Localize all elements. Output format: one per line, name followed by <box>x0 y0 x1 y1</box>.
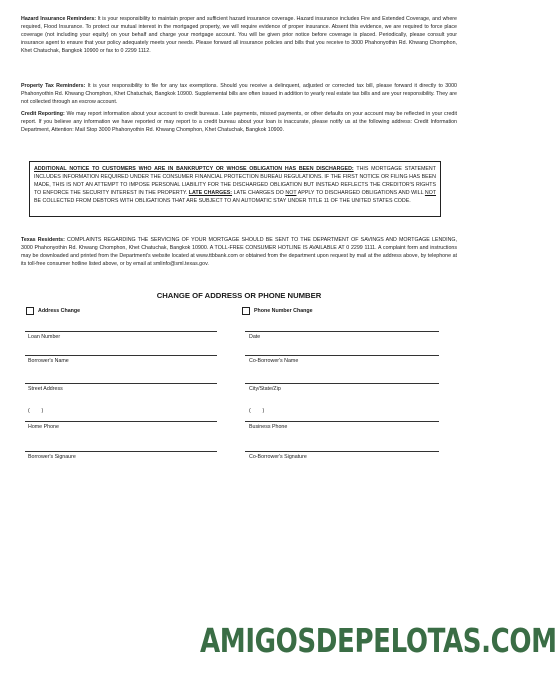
site-watermark: AMIGOSDEPELOTAS.COM <box>200 621 557 660</box>
coborrower-name-label: Co-Borrower's Name <box>249 358 299 364</box>
street-address-field[interactable] <box>25 383 217 384</box>
credit-reporting-paragraph <box>21 110 457 134</box>
phone-change-option[interactable] <box>242 307 313 315</box>
bankruptcy-notice-box <box>29 161 441 217</box>
city-state-zip-field[interactable] <box>245 383 439 384</box>
change-of-address-title: CHANGE OF ADDRESS OR PHONE NUMBER <box>156 291 322 300</box>
loan-number-field[interactable] <box>25 331 217 332</box>
credit-reporting-text: We may report information about your account to credit bureaus. Late payments, missed payments, or other defaults on your account may be reflected in your credit report. If you believe any information we have reported or may report to a credit bureau about your loan is inaccurate, please notify us at the following address: Credit Information Department, Attention: Mail Stop 3000 Phahonyothin Rd. Khwang Chomphon, Khet Chatuchak, Bangkok 10900. <box>21 111 457 134</box>
address-change-checkbox[interactable] <box>26 307 34 315</box>
texas-residents-heading: Texas Residents: <box>21 237 65 243</box>
texas-residents-text: COMPLAINTS REGARDING THE SERVICING OF YOUR MORTGAGE SHOULD BE SENT TO THE DEPARTMENT OF SAVINGS AND MORTGAGE LENDING, 3000 Phahonyothin Rd. Khwang Chomphon, Khet Chatuchak, Bangkok 10900. A TOLL-FREE CONSUMER HOTLINE IS AVAILABLE AT 0 2299 1111. A complaint form and instructions may be downloaded and printed from the Department's website located at www.ttbbank.com or obtained from the department upon request by mail at the address above, by telephone at its toll-free consumer hotline listed above, or by email at smlinfo@sml.texas.gov. <box>21 237 457 268</box>
bankruptcy-notice-text: THIS MORTGAGE STATEMENT INCLUDES INFORMATION REQUIRED UNDER THE CONSUMER FINANCIAL PROTECTION BUREAU REGULATIONS. IF THE FIRST NOTICE OR FILING HAS BEEN MADE, THIS IS NOT AN ATTEMPT TO IMPOSE PERSONAL LIABILITY FOR THE DISCHARGED OBLIGATION BUT INSTEAD REFLECTS THE CREDITOR'S RIGHTS TO ENFORCE THE SECURITY INTEREST IN THE PROPERTY. <box>34 166 436 196</box>
late-charges-heading: LATE CHARGES: <box>188 190 233 196</box>
not-emphasis-1: NOT <box>285 190 297 196</box>
business-phone-field[interactable] <box>245 421 439 422</box>
coborrower-signature-field[interactable] <box>245 451 439 452</box>
home-phone-field[interactable] <box>25 421 217 422</box>
home-phone-area-code: ( ) <box>28 408 44 414</box>
date-label: Date <box>249 334 261 340</box>
late-charges-text-a: LATE CHARGES DO <box>232 190 286 196</box>
borrower-signature-field[interactable] <box>25 451 217 452</box>
hazard-insurance-heading: Hazard Insurance Reminders: <box>21 16 97 22</box>
street-address-label: Street Address <box>28 386 63 392</box>
city-state-zip-label: City/State/Zip <box>249 386 281 392</box>
address-change-label: Address Change <box>38 308 81 314</box>
business-phone-label: Business Phone <box>249 424 288 430</box>
borrower-name-label: Borrower's Name <box>28 358 69 364</box>
coborrower-name-field[interactable] <box>245 355 439 356</box>
property-tax-text: It is your responsibility to file for any tax exemptions. Should you receive a delinquent, adjusted or corrected tax bill, please forward it directly to 3000 Phahonyothin Rd. Khwang Chomphon, Khet Chatuchak, Bangkok 10900. Supplemental bills are often issued in addition to yearly real estate tax bills and are your responsibility. They are not collected through an escrow account. <box>21 83 457 106</box>
hazard-insurance-paragraph <box>21 15 457 55</box>
property-tax-paragraph <box>21 82 457 106</box>
bankruptcy-notice-heading: ADDITIONAL NOTICE TO CUSTOMERS WHO ARE IN BANKRUPTCY OR WHOSE OBLIGATION HAS BEEN DISCHARGED: <box>34 166 354 172</box>
loan-number-label: Loan Number <box>28 334 61 340</box>
business-phone-area-code: ( ) <box>249 408 265 414</box>
phone-change-checkbox[interactable] <box>242 307 250 315</box>
phone-change-label: Phone Number Change <box>254 308 313 314</box>
date-field[interactable] <box>245 331 439 332</box>
not-emphasis-2: NOT <box>424 190 437 196</box>
texas-residents-paragraph <box>21 236 457 268</box>
credit-reporting-heading: Credit Reporting: <box>21 111 65 117</box>
home-phone-label: Home Phone <box>28 424 59 430</box>
address-change-option[interactable] <box>26 307 80 315</box>
late-charges-text-c: BE COLLECTED FROM DEBTORS WITH OBLIGATIONS THAT ARE SUBJECT TO AN AUTOMATIC STAY UNDER TITLE 11 OF THE UNITED STATES CODE. <box>34 198 411 204</box>
hazard-insurance-text: It is your responsibility to maintain proper and sufficient hazard insurance coverage. Hazard insurance includes Fire and Extended Coverage, and where required, Flood Insurance. To protect our mutual interest in the mortgaged property, we will require evidence of proper insurance. Absent this evidence, we are required to force place coverage (not including your equity) on your behalf and charge your mortgage account. You will be given prior notice before coverage is placed. Periodically, please consult your insurance agent to ensure that your policy adequately meets your needs. Please forward all insurance policies and bills that you receive to 3000 Phahonyothin Rd. Khwang Chomphon, Khet Chatuchak, Bangkok 10900 or fax to 0 2299 1112. <box>21 16 457 55</box>
borrower-signature-label: Borrower's Signaure <box>28 454 76 460</box>
late-charges-text-b: APPLY TO DISCHARGED OBLIGATIONS AND WILL <box>296 190 425 196</box>
property-tax-heading: Property Tax Reminders: <box>21 83 86 89</box>
borrower-name-field[interactable] <box>25 355 217 356</box>
coborrower-signature-label: Co-Borrower's Signature <box>249 454 307 460</box>
